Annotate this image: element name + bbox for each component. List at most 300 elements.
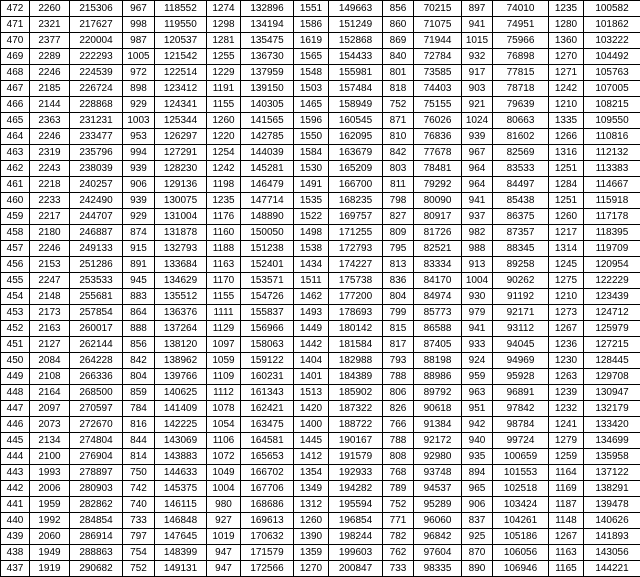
table-cell: 1442: [294, 337, 329, 353]
table-cell: 278897: [70, 465, 123, 481]
table-cell: 90262: [493, 273, 549, 289]
table-cell: 251286: [70, 257, 123, 273]
table-cell: 804: [123, 369, 155, 385]
table-cell: 162421: [241, 401, 294, 417]
table-cell: 147645: [155, 529, 207, 545]
table-cell: 898: [123, 81, 155, 97]
table-cell: 1260: [207, 113, 241, 129]
table-cell: 155837: [241, 305, 294, 321]
table-cell: 157484: [329, 81, 383, 97]
table-cell: 100659: [493, 449, 549, 465]
table-cell: 793: [383, 353, 414, 369]
table-cell: 233477: [70, 129, 123, 145]
table-cell: 139150: [241, 81, 294, 97]
score-cell: 444: [1, 449, 30, 465]
table-cell: 917: [462, 65, 493, 81]
table-cell: 871: [383, 113, 414, 129]
table-cell: 1242: [207, 161, 241, 177]
table-cell: 174227: [329, 257, 383, 273]
table-cell: 133420: [584, 417, 640, 433]
table-row: [1, 241, 640, 257]
table-cell: 1513: [294, 385, 329, 401]
table-cell: 762: [383, 545, 414, 561]
table-cell: 2153: [30, 257, 70, 273]
table-cell: 1245: [549, 257, 584, 273]
table-cell: 2185: [30, 81, 70, 97]
table-cell: 766: [383, 417, 414, 433]
table-cell: 1270: [549, 49, 584, 65]
table-row: [1, 561, 640, 577]
table-cell: 965: [462, 481, 493, 497]
table-cell: 2247: [30, 273, 70, 289]
table-cell: 883: [123, 289, 155, 305]
table-cell: 96060: [414, 513, 462, 529]
table-row: [1, 417, 640, 433]
table-cell: 102518: [493, 481, 549, 497]
table-cell: 933: [462, 337, 493, 353]
table-cell: 987: [123, 33, 155, 49]
table-cell: 93748: [414, 465, 462, 481]
table-cell: 113383: [584, 161, 640, 177]
table-cell: 224539: [70, 65, 123, 81]
table-cell: 1360: [549, 33, 584, 49]
table-cell: 110816: [584, 129, 640, 145]
score-cell: 439: [1, 529, 30, 545]
table-cell: 942: [462, 417, 493, 433]
table-cell: 1003: [123, 113, 155, 129]
table-cell: 1217: [549, 225, 584, 241]
table-cell: 77678: [414, 145, 462, 161]
table-cell: 106056: [493, 545, 549, 561]
table-cell: 994: [123, 145, 155, 161]
table-cell: 1259: [549, 449, 584, 465]
table-cell: 836: [383, 273, 414, 289]
table-cell: 169757: [329, 209, 383, 225]
table-cell: 1230: [549, 353, 584, 369]
table-cell: 101862: [584, 17, 640, 33]
table-cell: 83334: [414, 257, 462, 273]
table-cell: 1078: [207, 401, 241, 417]
table-cell: 92171: [493, 305, 549, 321]
table-cell: 143069: [155, 433, 207, 449]
table-cell: 282862: [70, 497, 123, 513]
table-cell: 1400: [294, 417, 329, 433]
table-cell: 1465: [294, 97, 329, 113]
table-row: [1, 529, 640, 545]
table-cell: 921: [462, 97, 493, 113]
score-cell: 451: [1, 337, 30, 353]
table-cell: 826: [383, 401, 414, 417]
table-cell: 149131: [155, 561, 207, 577]
table-cell: 128230: [155, 161, 207, 177]
table-cell: 2180: [30, 225, 70, 241]
table-cell: 1170: [207, 273, 241, 289]
table-cell: 91384: [414, 417, 462, 433]
table-cell: 951: [462, 401, 493, 417]
table-cell: 160231: [241, 369, 294, 385]
table-cell: 130075: [155, 193, 207, 209]
table-cell: 272670: [70, 417, 123, 433]
table-cell: 1242: [549, 81, 584, 97]
table-cell: 2148: [30, 289, 70, 305]
table-row: [1, 337, 640, 353]
table-cell: 1191: [207, 81, 241, 97]
table-cell: 2127: [30, 337, 70, 353]
table-cell: 88986: [414, 369, 462, 385]
table-cell: 154726: [241, 289, 294, 305]
table-cell: 147714: [241, 193, 294, 209]
table-cell: 146848: [155, 513, 207, 529]
table-cell: 238039: [70, 161, 123, 177]
table-cell: 801: [383, 65, 414, 81]
table-cell: 2233: [30, 193, 70, 209]
table-cell: 1263: [549, 369, 584, 385]
table-cell: 288863: [70, 545, 123, 561]
table-cell: 2073: [30, 417, 70, 433]
table-cell: 79292: [414, 177, 462, 193]
table-cell: 132793: [155, 241, 207, 257]
table-cell: 932: [462, 49, 493, 65]
score-cell: 466: [1, 97, 30, 113]
table-cell: 897: [462, 1, 493, 17]
table-cell: 264228: [70, 353, 123, 369]
table-cell: 142225: [155, 417, 207, 433]
table-cell: 809: [383, 225, 414, 241]
table-cell: 138291: [584, 481, 640, 497]
table-cell: 1548: [294, 65, 329, 81]
table-cell: 1493: [294, 305, 329, 321]
table-cell: 768: [383, 465, 414, 481]
table-cell: 92172: [414, 433, 462, 449]
table-cell: 170632: [241, 529, 294, 545]
table-cell: 1949: [30, 545, 70, 561]
table-cell: 127215: [584, 337, 640, 353]
table-cell: 125344: [155, 113, 207, 129]
table-cell: 2289: [30, 49, 70, 65]
table-cell: 71075: [414, 17, 462, 33]
table-cell: 148890: [241, 209, 294, 225]
score-cell: 462: [1, 161, 30, 177]
table-cell: 266336: [70, 369, 123, 385]
table-row: [1, 17, 640, 33]
table-cell: 117178: [584, 209, 640, 225]
table-cell: 165209: [329, 161, 383, 177]
table-cell: 1111: [207, 305, 241, 321]
table-cell: 160545: [329, 113, 383, 129]
table-body: [1, 1, 640, 577]
table-cell: 1462: [294, 289, 329, 305]
table-cell: 1359: [294, 545, 329, 561]
score-cell: 447: [1, 401, 30, 417]
table-cell: 2377: [30, 33, 70, 49]
score-cell: 438: [1, 545, 30, 561]
table-cell: 1251: [549, 161, 584, 177]
table-cell: 76836: [414, 129, 462, 145]
table-cell: 192933: [329, 465, 383, 481]
table-cell: 982: [462, 225, 493, 241]
table-cell: 979: [462, 305, 493, 321]
table-cell: 1210: [549, 289, 584, 305]
table-cell: 280903: [70, 481, 123, 497]
table-cell: 199603: [329, 545, 383, 561]
table-cell: 150050: [241, 225, 294, 241]
table-cell: 94969: [493, 353, 549, 369]
score-cell: 465: [1, 113, 30, 129]
table-cell: 891: [123, 257, 155, 273]
table-cell: 97842: [493, 401, 549, 417]
table-cell: 1273: [549, 305, 584, 321]
table-cell: 1165: [549, 561, 584, 577]
table-cell: 1538: [294, 241, 329, 257]
table-cell: 1004: [462, 273, 493, 289]
table-cell: 733: [123, 513, 155, 529]
table-cell: 100582: [584, 1, 640, 17]
table-cell: 134194: [241, 17, 294, 33]
table-cell: 740: [123, 497, 155, 513]
table-cell: 144633: [155, 465, 207, 481]
table-cell: 249133: [70, 241, 123, 257]
table-cell: 1232: [549, 401, 584, 417]
table-cell: 1109: [207, 369, 241, 385]
table-cell: 1254: [207, 145, 241, 161]
table-cell: 1511: [294, 273, 329, 289]
table-cell: 797: [123, 529, 155, 545]
table-cell: 137122: [584, 465, 640, 481]
table-row: [1, 225, 640, 241]
table-cell: 137264: [155, 321, 207, 337]
table-cell: 82569: [493, 145, 549, 161]
table-cell: 128445: [584, 353, 640, 369]
table-cell: 94537: [414, 481, 462, 497]
table-cell: 94045: [493, 337, 549, 353]
table-cell: 104492: [584, 49, 640, 65]
table-row: [1, 33, 640, 49]
table-cell: 915: [123, 241, 155, 257]
table-cell: 83533: [493, 161, 549, 177]
table-cell: 1298: [207, 17, 241, 33]
table-cell: 92980: [414, 449, 462, 465]
table-cell: 874: [123, 225, 155, 241]
table-row: [1, 113, 640, 129]
score-cell: 470: [1, 33, 30, 49]
table-cell: 181584: [329, 337, 383, 353]
table-cell: 937: [462, 209, 493, 225]
table-cell: 754: [123, 545, 155, 561]
table-cell: 1267: [549, 321, 584, 337]
table-cell: 134629: [155, 273, 207, 289]
table-cell: 140305: [241, 97, 294, 113]
table-cell: 1349: [294, 481, 329, 497]
table-cell: 1565: [294, 49, 329, 65]
table-cell: 1445: [294, 433, 329, 449]
table-cell: 136730: [241, 49, 294, 65]
table-cell: 240257: [70, 177, 123, 193]
table-cell: 194282: [329, 481, 383, 497]
table-cell: 967: [462, 145, 493, 161]
table-cell: 118552: [155, 1, 207, 17]
table-row: [1, 257, 640, 273]
table-row: [1, 433, 640, 449]
table-cell: 89792: [414, 385, 462, 401]
table-cell: 1522: [294, 209, 329, 225]
table-cell: 1198: [207, 177, 241, 193]
table-cell: 906: [123, 177, 155, 193]
table-cell: 941: [462, 193, 493, 209]
table-cell: 1112: [207, 385, 241, 401]
table-cell: 1054: [207, 417, 241, 433]
table-cell: 1271: [549, 65, 584, 81]
table-row: [1, 129, 640, 145]
score-cell: 471: [1, 17, 30, 33]
table-cell: 107005: [584, 81, 640, 97]
table-cell: 1164: [549, 465, 584, 481]
score-cell: 437: [1, 561, 30, 577]
table-cell: 1169: [549, 481, 584, 497]
table-cell: 813: [383, 257, 414, 273]
table-cell: 274804: [70, 433, 123, 449]
table-cell: 88345: [493, 241, 549, 257]
table-cell: 827: [383, 209, 414, 225]
table-cell: 1260: [549, 209, 584, 225]
table-cell: 1024: [462, 113, 493, 129]
table-cell: 95289: [414, 497, 462, 513]
table-cell: 135958: [584, 449, 640, 465]
table-cell: 91192: [493, 289, 549, 305]
table-cell: 980: [207, 497, 241, 513]
table-cell: 1251: [549, 193, 584, 209]
table-cell: 784: [123, 401, 155, 417]
table-cell: 964: [462, 161, 493, 177]
table-cell: 1059: [207, 353, 241, 369]
table-cell: 733: [383, 561, 414, 577]
table-cell: 149663: [329, 1, 383, 17]
table-cell: 172793: [329, 241, 383, 257]
table-cell: 122514: [155, 65, 207, 81]
table-cell: 215306: [70, 1, 123, 17]
table-cell: 136376: [155, 305, 207, 321]
table-row: [1, 481, 640, 497]
table-cell: 1551: [294, 1, 329, 17]
score-cell: 446: [1, 417, 30, 433]
table-cell: 163679: [329, 145, 383, 161]
score-cell: 468: [1, 65, 30, 81]
table-cell: 244707: [70, 209, 123, 225]
table-cell: 2173: [30, 305, 70, 321]
score-cell: 467: [1, 81, 30, 97]
table-cell: 145281: [241, 161, 294, 177]
table-cell: 2246: [30, 65, 70, 81]
table-cell: 947: [207, 545, 241, 561]
table-cell: 1280: [549, 17, 584, 33]
table-cell: 1279: [549, 433, 584, 449]
table-cell: 152401: [241, 257, 294, 273]
table-cell: 1434: [294, 257, 329, 273]
table-cell: 276904: [70, 449, 123, 465]
table-cell: 1390: [294, 529, 329, 545]
table-cell: 164581: [241, 433, 294, 449]
table-cell: 1530: [294, 161, 329, 177]
table-cell: 222293: [70, 49, 123, 65]
table-cell: 782: [383, 529, 414, 545]
table-cell: 771: [383, 513, 414, 529]
score-cell: 459: [1, 209, 30, 225]
table-cell: 135512: [155, 289, 207, 305]
table-cell: 257854: [70, 305, 123, 321]
table-cell: 817: [383, 337, 414, 353]
table-cell: 2246: [30, 241, 70, 257]
score-cell: 441: [1, 497, 30, 513]
table-cell: 77815: [493, 65, 549, 81]
table-cell: 153571: [241, 273, 294, 289]
table-cell: 108215: [584, 97, 640, 113]
table-cell: 78481: [414, 161, 462, 177]
table-cell: 1236: [549, 337, 584, 353]
table-cell: 139478: [584, 497, 640, 513]
table-cell: 1220: [207, 129, 241, 145]
table-cell: 1267: [549, 529, 584, 545]
table-cell: 945: [123, 273, 155, 289]
table-cell: 270597: [70, 401, 123, 417]
table-cell: 842: [383, 145, 414, 161]
table-cell: 870: [462, 545, 493, 561]
table-cell: 166702: [241, 465, 294, 481]
table-cell: 2260: [30, 1, 70, 17]
table-cell: 162095: [329, 129, 383, 145]
score-cell: 455: [1, 273, 30, 289]
table-cell: 856: [123, 337, 155, 353]
table-cell: 185902: [329, 385, 383, 401]
table-cell: 198244: [329, 529, 383, 545]
table-cell: 151249: [329, 17, 383, 33]
table-cell: 1312: [294, 497, 329, 513]
table-cell: 752: [383, 497, 414, 513]
table-cell: 98784: [493, 417, 549, 433]
table-cell: 2319: [30, 145, 70, 161]
table-cell: 925: [462, 529, 493, 545]
table-cell: 231231: [70, 113, 123, 129]
table-row: [1, 209, 640, 225]
table-cell: 86588: [414, 321, 462, 337]
table-cell: 935: [462, 449, 493, 465]
table-cell: 1584: [294, 145, 329, 161]
table-cell: 141409: [155, 401, 207, 417]
score-cell: 442: [1, 481, 30, 497]
table-cell: 246887: [70, 225, 123, 241]
table-cell: 941: [462, 321, 493, 337]
table-cell: 188722: [329, 417, 383, 433]
table-row: [1, 321, 640, 337]
table-cell: 939: [462, 129, 493, 145]
table-cell: 132896: [241, 1, 294, 17]
table-cell: 119709: [584, 241, 640, 257]
table-cell: 1270: [294, 561, 329, 577]
table-cell: 890: [462, 561, 493, 577]
score-cell: 440: [1, 513, 30, 529]
table-cell: 869: [383, 33, 414, 49]
table-cell: 2100: [30, 449, 70, 465]
table-cell: 940: [462, 433, 493, 449]
score-cell: 460: [1, 193, 30, 209]
table-cell: 191579: [329, 449, 383, 465]
table-cell: 808: [383, 449, 414, 465]
table-row: [1, 369, 640, 385]
table-cell: 115918: [584, 193, 640, 209]
table-cell: 163475: [241, 417, 294, 433]
table-cell: 1163: [549, 545, 584, 561]
score-cell: 453: [1, 305, 30, 321]
table-cell: 129708: [584, 369, 640, 385]
table-cell: 103424: [493, 497, 549, 513]
